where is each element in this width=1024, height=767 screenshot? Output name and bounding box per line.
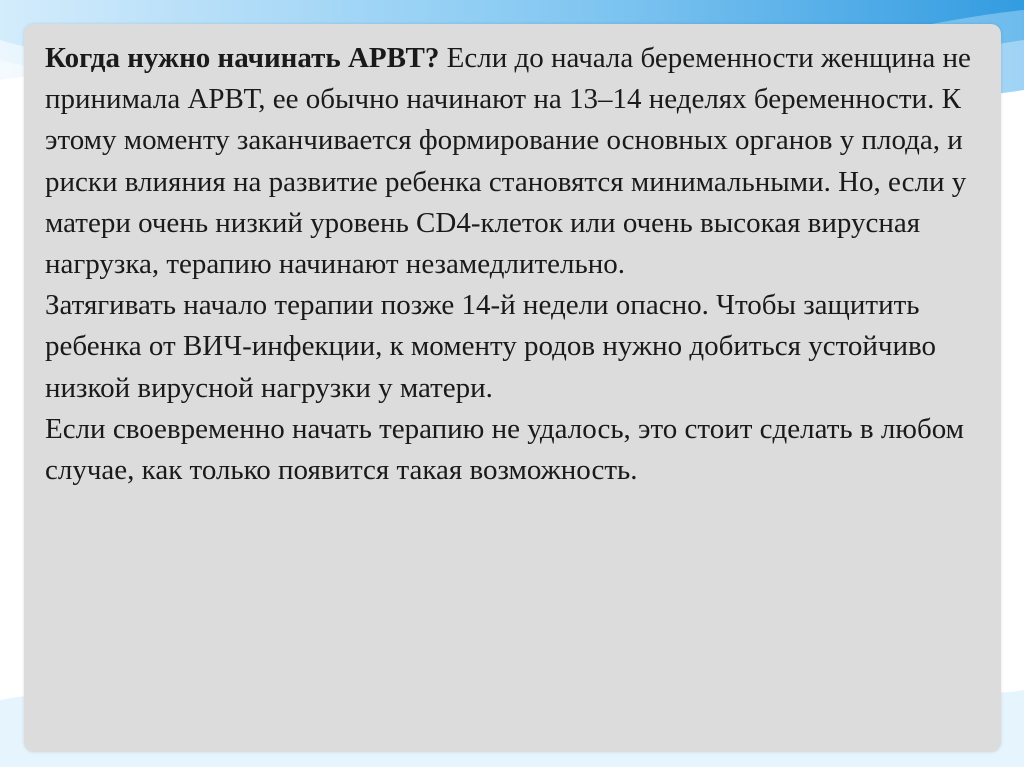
paragraph-late-start: Если своевременно начать терапию не удалось, это стоит сделать в любом случае, как только появится такая возможность. (45, 412, 965, 487)
lead-question: Когда нужно начинать АРВТ? (45, 42, 440, 74)
paragraph-text: Если до начала беременности женщина не принимала АРВТ, ее обычно начинают на 13–14 неделях беременности. К этому моменту заканчивается формирование основных органов у плода, и риски влияния на развитие ребенка становятся минимальными. Но, если у матери очень низкий уровень CD4-клеток или очень высокая вирусная нагрузка, терапию начинают незамедлительно. (45, 42, 971, 281)
paragraph-when-to-start (45, 38, 985, 285)
paragraph-delay-danger: Затягивать начало терапии позже 14-й недели опасно. Чтобы защитить ребенка от ВИЧ-инфекции, к моменту родов нужно добиться устойчиво низкой вирусной нагрузки у матери. (45, 289, 936, 404)
slide-body (45, 38, 985, 491)
